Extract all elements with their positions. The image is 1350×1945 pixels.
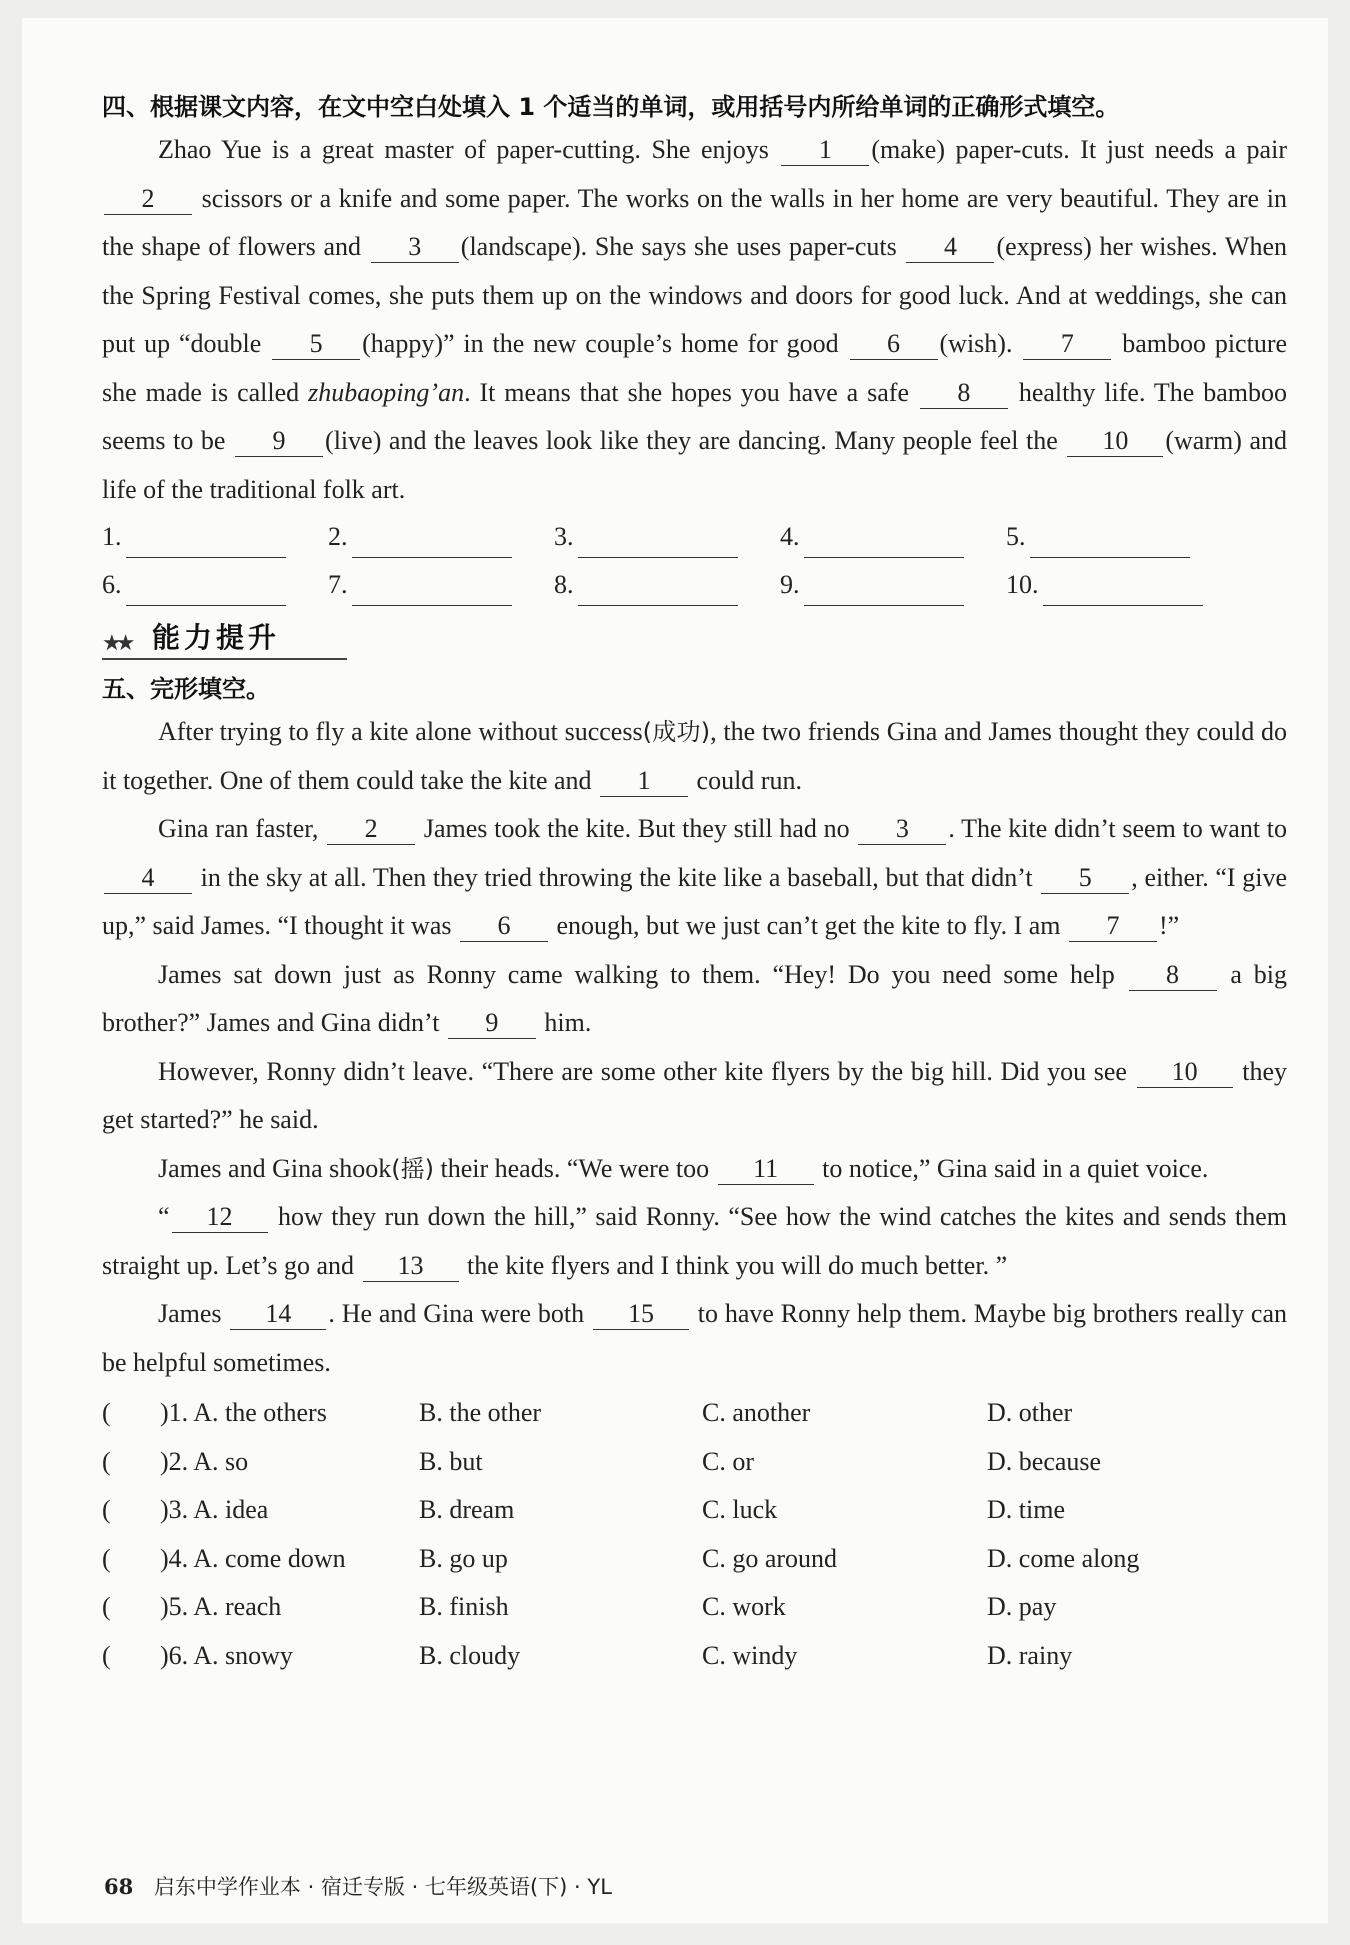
answer-bracket[interactable]: ( [102, 1446, 111, 1476]
choice-row [102, 1632, 1287, 1681]
answer-item [1006, 564, 1232, 606]
answer-line[interactable] [804, 575, 964, 606]
option-b[interactable]: B. dream [419, 1495, 515, 1525]
blank-8[interactable]: 8 [1129, 960, 1217, 991]
choice-question [102, 1438, 419, 1487]
answer-number: 10. [1006, 570, 1039, 599]
passage-paragraph [102, 1193, 1287, 1290]
answer-number: 7. [328, 570, 348, 599]
choice-row [102, 1535, 1287, 1584]
choice-row [102, 1486, 1287, 1535]
blank-2[interactable]: 2 [104, 184, 192, 215]
option-d[interactable]: D. pay [987, 1592, 1057, 1622]
answer-number: 2. [328, 522, 348, 551]
answer-line[interactable] [126, 575, 286, 606]
blank-10[interactable]: 10 [1067, 426, 1163, 457]
blank-3[interactable]: 3 [858, 814, 946, 845]
option-c[interactable]: C. go around [702, 1543, 838, 1573]
passage-text: . The kite didn’t seem to want to [948, 814, 1287, 843]
question-number: )2. [160, 1446, 189, 1476]
blank-5[interactable]: 5 [272, 329, 360, 360]
blank-15[interactable]: 15 [593, 1299, 689, 1330]
answer-item [780, 564, 1006, 606]
blank-4[interactable]: 4 [906, 232, 994, 263]
question-number: )3. [160, 1495, 189, 1525]
blank-3[interactable]: 3 [371, 232, 459, 263]
option-d[interactable]: D. other [987, 1398, 1073, 1427]
blank-1[interactable]: 1 [600, 766, 688, 797]
question-number: )1. [160, 1398, 189, 1427]
answer-number: 9. [780, 570, 800, 599]
choice-question [102, 1535, 419, 1584]
option-a[interactable]: A. snowy [188, 1640, 293, 1670]
option-a[interactable]: A. the others [188, 1398, 327, 1427]
answer-bracket[interactable]: ( [102, 1543, 111, 1573]
blank-5[interactable]: 5 [1041, 863, 1129, 894]
option-c[interactable]: C. windy [702, 1640, 798, 1670]
passage-text: After trying to fly a kite alone without success [158, 717, 643, 746]
blank-9[interactable]: 9 [448, 1008, 536, 1039]
passage-text: (happy)” in the new couple’s home for good [362, 329, 848, 358]
answer-line[interactable] [804, 527, 964, 558]
passage-text: However, Ronny didn’t leave. “There are some other kite flyers by the big hill. Did you see [158, 1056, 1135, 1086]
section-four-title: 四、根据课文内容，在文中空白处填入 1 个适当的单词，或用括号内所给单词的正确形式填空。 [102, 93, 1120, 121]
option-a[interactable]: A. reach [188, 1592, 282, 1622]
blank-6[interactable]: 6 [850, 329, 938, 360]
answer-number: 6. [102, 570, 122, 599]
passage-text: how they run down the hill,” said Ronny. “See how the wind catches the kites and sends them straight up. Let’s go and [102, 1202, 1287, 1280]
passage-paragraph [102, 805, 1287, 951]
option-a[interactable]: A. idea [188, 1495, 269, 1525]
choice-row [102, 1583, 1287, 1632]
blank-14[interactable]: 14 [230, 1299, 326, 1330]
gloss-text: (成功) [642, 718, 711, 746]
passage-text: (live) and the leaves look like they are dancing. Many people feel the [325, 426, 1066, 455]
blank-11[interactable]: 11 [718, 1154, 814, 1185]
choice-question [102, 1389, 419, 1438]
answer-number: 8. [554, 570, 574, 599]
section-four-passage [102, 126, 1287, 514]
option-c[interactable]: C. or [702, 1446, 754, 1476]
answer-bracket[interactable]: ( [102, 1398, 111, 1427]
option-d[interactable]: D. rainy [987, 1640, 1073, 1670]
star-icon: ★★ [102, 630, 130, 655]
passage-text: James [158, 1299, 229, 1328]
worksheet-page [22, 18, 1328, 1923]
passage-text: could run. [690, 765, 802, 795]
book-title: 启东中学作业本 · 宿迁专版 · 七年级英语(下) · YL [153, 1875, 612, 1899]
passage-text: . He and Gina were both [328, 1299, 591, 1328]
answer-item [554, 564, 780, 606]
passage-paragraph [102, 708, 1287, 805]
ability-heading-label: 能力提升 [152, 621, 281, 654]
option-c[interactable]: C. another [702, 1398, 811, 1427]
answer-line[interactable] [1030, 527, 1190, 558]
passage-paragraph [102, 951, 1287, 1048]
question-number: )6. [160, 1640, 189, 1670]
answer-number: 3. [554, 522, 574, 551]
answer-line[interactable] [352, 575, 512, 606]
option-a[interactable]: A. come down [188, 1543, 346, 1573]
choice-list [102, 1389, 1287, 1681]
option-c[interactable]: C. luck [702, 1495, 778, 1525]
blank-9[interactable]: 9 [235, 426, 323, 457]
passage-text: (landscape). She says she uses paper-cuts [460, 232, 905, 261]
answer-line[interactable] [578, 527, 738, 558]
italic-term: zhubaoping’an [308, 377, 465, 407]
blank-8[interactable]: 8 [920, 378, 1008, 409]
option-b[interactable]: B. go up [419, 1543, 508, 1573]
answer-bracket[interactable]: ( [102, 1640, 111, 1670]
passage-text: to have Ronny help them. Maybe big brothers really can be helpful sometimes. [102, 1299, 1287, 1377]
option-a[interactable]: A. so [188, 1446, 249, 1476]
answer-item [328, 516, 554, 558]
answer-number: 5. [1006, 522, 1026, 551]
passage-text: Gina ran faster, [158, 814, 326, 843]
option-c[interactable]: C. work [702, 1592, 786, 1622]
blank-13[interactable]: 13 [363, 1251, 459, 1282]
passage-text: in the sky at all. Then they tried throwing the kite like a baseball, but that didn’t [194, 862, 1040, 892]
answer-number: 1. [102, 522, 122, 551]
blank-12[interactable]: 12 [172, 1202, 268, 1233]
answer-item [780, 516, 1006, 558]
passage-text: . It means that she hopes you have a safe [464, 377, 918, 407]
option-d[interactable]: D. come along [987, 1543, 1140, 1573]
passage-text: him. [537, 1008, 592, 1037]
passage-text: James took the kite. But they still had no [417, 814, 857, 843]
choice-question [102, 1583, 419, 1632]
passage-text: “ [158, 1202, 170, 1231]
answer-sheet [102, 516, 1287, 606]
passage-text: a big brother?” James and Gina didn’t [102, 959, 1287, 1037]
option-b[interactable]: B. cloudy [419, 1640, 521, 1670]
blank-4[interactable]: 4 [104, 863, 192, 894]
blank-1[interactable]: 1 [781, 135, 869, 166]
passage-text: (warm) and life of the traditional folk art. [102, 426, 1287, 504]
passage-text: Zhao Yue is a great master of paper-cutting. She enjoys [158, 135, 780, 164]
passage-text: , the two friends Gina and James thought they could do it together. One of them could take the kite and [102, 717, 1287, 795]
question-number: )4. [160, 1543, 189, 1573]
passage-text: healthy life. The bamboo seems to be [102, 377, 1288, 455]
passage-text: the kite flyers and I think you will do much better. ” [460, 1250, 1008, 1280]
passage-text: James and Gina shook [158, 1153, 392, 1183]
answer-bracket[interactable]: ( [102, 1495, 111, 1525]
blank-2[interactable]: 2 [327, 814, 415, 845]
passage-paragraph [102, 1145, 1287, 1194]
section-five-passage [102, 708, 1287, 1387]
passage-text: bamboo picture she made is called [102, 329, 1288, 407]
page-content [102, 88, 1287, 1681]
passage-text: James sat down just as Ronny came walking to them. “Hey! Do you need some help [158, 959, 1127, 989]
passage-text: , either. “I give up,” said James. “I thought it was [102, 862, 1287, 940]
blank-7[interactable]: 7 [1069, 911, 1157, 942]
answer-number: 4. [780, 522, 800, 551]
answer-line[interactable] [578, 575, 738, 606]
passage-text: their heads. “We were too [433, 1153, 716, 1183]
gloss-text: (摇) [391, 1154, 434, 1183]
passage-paragraph [102, 1290, 1287, 1387]
answer-item [554, 516, 780, 558]
question-number: )5. [160, 1592, 189, 1622]
passage-text: scissors or a knife and some paper. The works on the walls in her home are very beautiful. They are in the shape of flowers and [102, 183, 1287, 261]
passage-text: (make) paper-cuts. It just needs a pair [871, 135, 1287, 164]
answer-item [102, 516, 328, 558]
answer-bracket[interactable]: ( [102, 1592, 111, 1622]
ability-heading [102, 614, 1287, 664]
choice-question [102, 1632, 419, 1681]
answer-item [1006, 516, 1232, 558]
answer-item [102, 564, 328, 606]
blank-6[interactable]: 6 [460, 911, 548, 942]
passage-paragraph [102, 1048, 1287, 1145]
option-d[interactable]: D. because [987, 1446, 1102, 1476]
page-number: 68 [104, 1874, 134, 1899]
passage-text: to notice,” Gina said in a quiet voice. [815, 1153, 1209, 1183]
choice-row [102, 1438, 1287, 1487]
option-d[interactable]: D. time [987, 1495, 1065, 1525]
option-b[interactable]: B. finish [419, 1592, 509, 1622]
passage-text: enough, but we just can’t get the kite to fly. I am [550, 911, 1067, 940]
choice-question [102, 1486, 419, 1535]
choice-row [102, 1389, 1287, 1438]
answer-line[interactable] [126, 527, 286, 558]
heading-underline [102, 658, 347, 660]
page-footer [104, 1871, 612, 1901]
answer-line[interactable] [1043, 575, 1203, 606]
blank-7[interactable]: 7 [1023, 329, 1111, 360]
passage-text: !” [1159, 911, 1180, 940]
blank-10[interactable]: 10 [1137, 1057, 1233, 1088]
answer-line[interactable] [352, 527, 512, 558]
passage-text: (express) her wishes. When the Spring Festival comes, she puts them up on the windows and doors for good luck. And at weddings, she can put up “double [102, 232, 1287, 358]
option-b[interactable]: B. but [419, 1446, 483, 1476]
section-five-title: 五、完形填空。 [102, 675, 270, 703]
passage-text: (wish). [939, 329, 1022, 358]
option-b[interactable]: B. the other [419, 1398, 542, 1427]
passage-text: they get started?” he said. [102, 1056, 1287, 1134]
answer-item [328, 564, 554, 606]
